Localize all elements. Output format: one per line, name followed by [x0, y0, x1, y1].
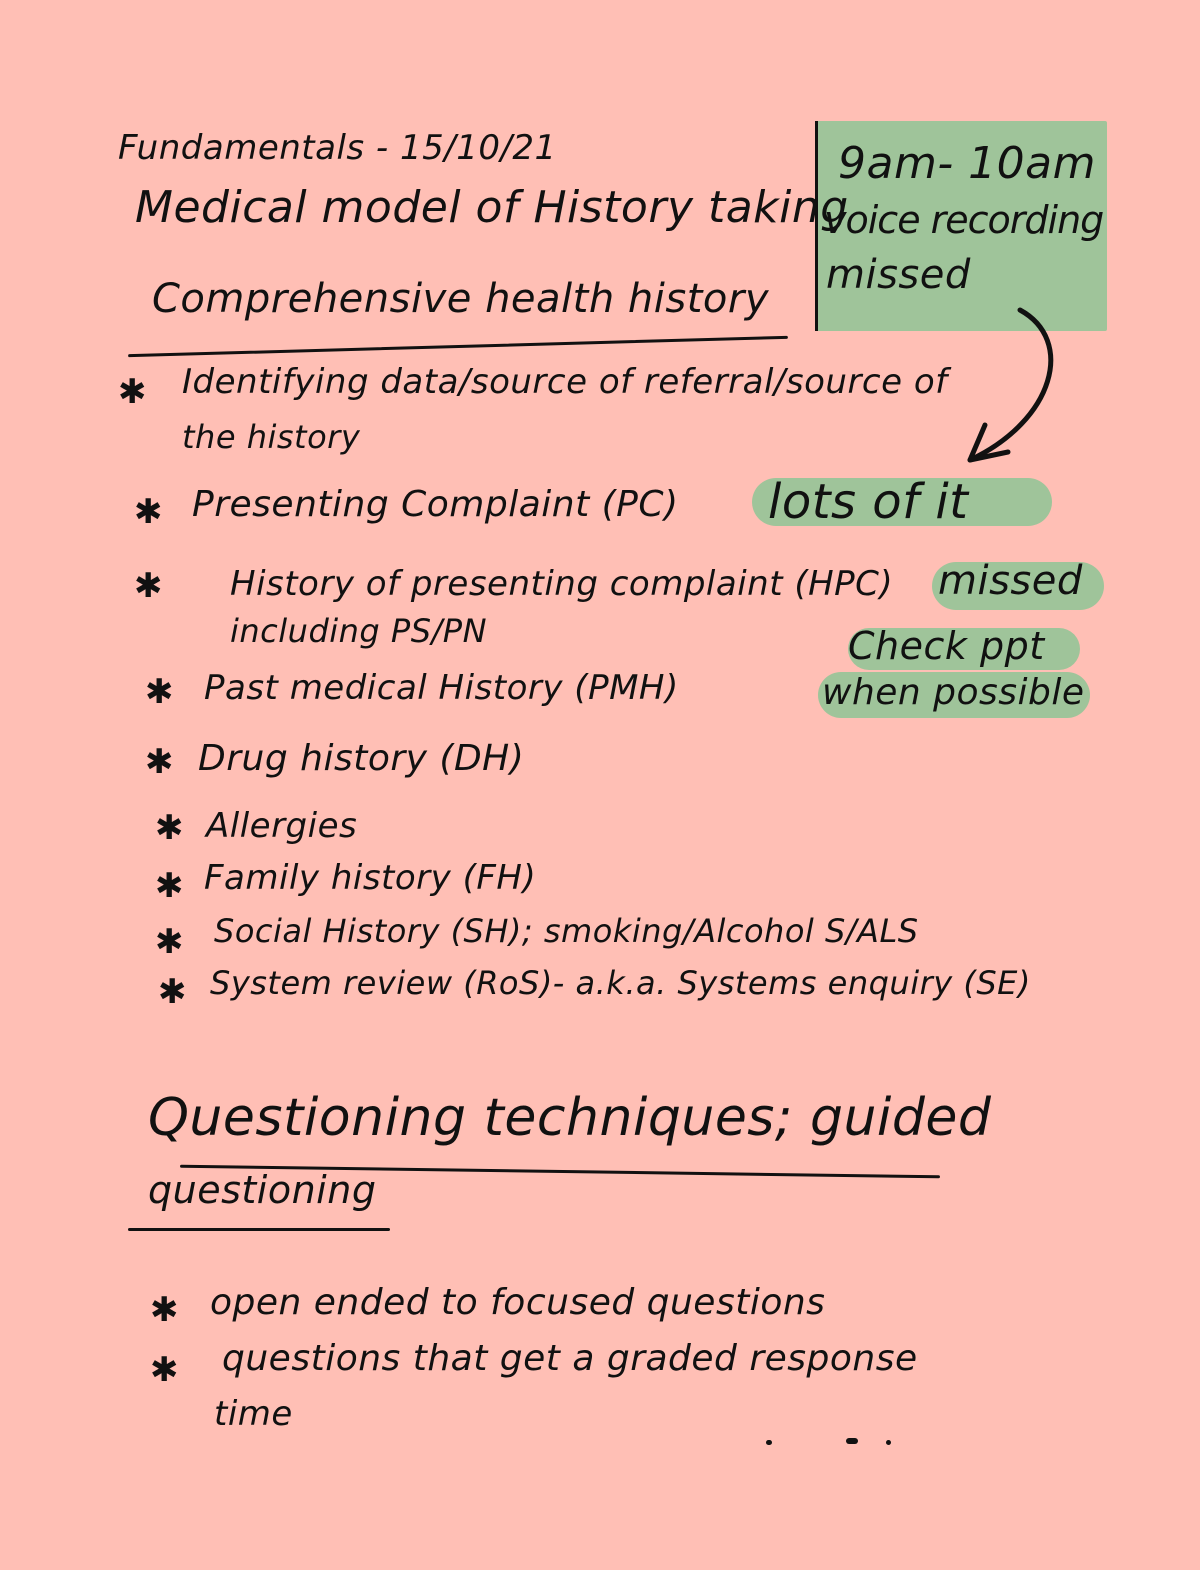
- item-drug-history: Drug history (DH): [198, 738, 525, 779]
- item-open-ended: open ended to focused questions: [210, 1282, 826, 1323]
- ink-dot: [886, 1440, 891, 1445]
- item-system-review: System review (RoS)- a.k.a. Systems enquiry (SE): [210, 964, 1031, 1002]
- item-hpc-cont: including PS/PN: [230, 612, 488, 650]
- curved-arrow-icon: [940, 300, 1080, 480]
- item-allergies: Allergies: [206, 806, 358, 846]
- item-graded-response-cont: time: [214, 1394, 293, 1434]
- section2-heading: Questioning techniques; guided: [148, 1088, 992, 1148]
- bullet-star-icon: ✱: [145, 742, 174, 782]
- note-box-recording: voice recording: [824, 198, 1104, 242]
- section2-heading-cont: questioning: [148, 1168, 377, 1212]
- ink-dot: [846, 1438, 858, 1444]
- bullet-star-icon: ✱: [155, 866, 184, 906]
- bullet-star-icon: ✱: [150, 1290, 179, 1330]
- annotation-missed: missed: [938, 558, 1083, 604]
- section1-heading-underline: [128, 336, 788, 357]
- item-identifying-data: Identifying data/source of referral/source of: [182, 362, 948, 402]
- bullet-star-icon: ✱: [155, 808, 184, 848]
- item-pmh: Past medical History (PMH): [204, 668, 679, 708]
- date-line: Fundamentals - 15/10/21: [118, 128, 557, 168]
- bullet-star-icon: ✱: [158, 972, 187, 1012]
- bullet-star-icon: ✱: [118, 372, 147, 412]
- item-hpc: History of presenting complaint (HPC): [230, 564, 894, 604]
- item-family-history: Family history (FH): [204, 858, 537, 898]
- section1-heading: Comprehensive health history: [152, 276, 769, 322]
- side-note-check-ppt: Check ppt: [848, 624, 1045, 668]
- bullet-star-icon: ✱: [134, 566, 163, 606]
- bullet-star-icon: ✱: [150, 1350, 179, 1390]
- section2-heading-cont-underline: [128, 1228, 390, 1231]
- item-presenting-complaint: Presenting Complaint (PC): [192, 484, 679, 525]
- bullet-star-icon: ✱: [155, 922, 184, 962]
- page-title: Medical model of History taking: [135, 182, 849, 233]
- bullet-star-icon: ✱: [145, 672, 174, 712]
- note-box-time: 9am- 10am: [838, 138, 1096, 189]
- annotation-lots-of-it: lots of it: [768, 474, 969, 530]
- ink-dot: [766, 1440, 772, 1445]
- item-social-history: Social History (SH); smoking/Alcohol S/ALS: [214, 912, 919, 950]
- item-identifying-data-cont: the history: [182, 418, 361, 456]
- bullet-star-icon: ✱: [134, 492, 163, 532]
- item-graded-response: questions that get a graded response: [222, 1338, 918, 1379]
- side-note-when-possible: when possible: [822, 672, 1085, 713]
- note-box-missed: missed: [826, 252, 971, 298]
